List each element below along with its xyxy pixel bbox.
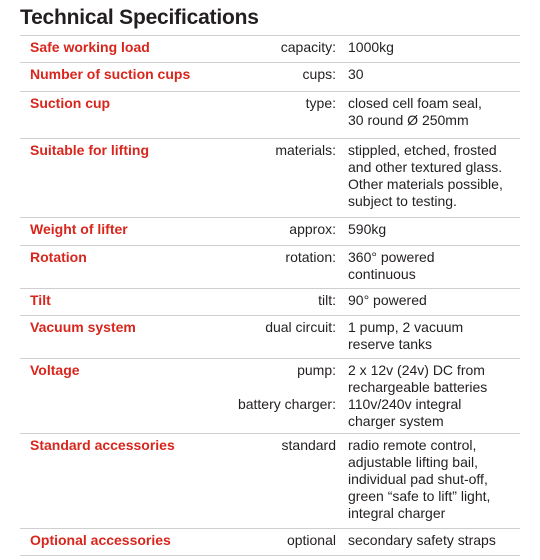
spec-value-line: closed cell foam seal, <box>348 95 482 111</box>
spec-entry <box>20 289 520 309</box>
spec-key: pump: <box>297 362 336 378</box>
spec-value <box>348 359 518 396</box>
spec-value-line: 2 x 12v (24v) DC from <box>348 362 485 378</box>
spec-label: Voltage <box>30 362 80 378</box>
spec-value-line: rechargeable batteries <box>348 379 488 395</box>
spec-value-line: reserve tanks <box>348 336 433 352</box>
spec-row-suitable-for-lifting <box>20 138 520 217</box>
spec-row-safe-working-load <box>20 35 520 62</box>
spec-key: rotation: <box>285 249 336 265</box>
spec-value-line: 1000kg <box>348 39 394 55</box>
spec-entry <box>20 393 520 430</box>
spec-label: Suction cup <box>30 95 111 111</box>
spec-value-line: Other materials possible, <box>348 176 503 192</box>
spec-value-line: 1 pump, 2 vacuum <box>348 319 464 335</box>
spec-key: approx: <box>289 221 336 237</box>
spec-value <box>348 246 518 283</box>
spec-value-line: stippled, etched, frosted <box>348 142 497 158</box>
spec-label: Standard accessories <box>30 437 175 453</box>
spec-entry <box>20 359 520 396</box>
spec-value <box>348 92 518 129</box>
spec-row-rotation <box>20 245 520 288</box>
spec-value <box>348 393 518 430</box>
spec-entry <box>20 246 520 283</box>
spec-value-line: 590kg <box>348 221 387 237</box>
spec-value-line: subject to testing. <box>348 193 457 209</box>
spec-row-optional-accessories <box>20 528 520 556</box>
spec-key: optional <box>286 532 336 548</box>
spec-label: Safe working load <box>30 39 150 55</box>
spec-value <box>348 218 518 238</box>
spec-key: battery charger: <box>237 396 336 412</box>
spec-value-line: 30 <box>348 66 364 82</box>
spec-value-line: continuous <box>348 266 416 282</box>
spec-label: Tilt <box>30 292 51 308</box>
spec-value-line: adjustable lifting bail, <box>348 454 478 470</box>
spec-key: materials: <box>275 142 336 158</box>
spec-value-line: and other textured glass. <box>348 159 503 175</box>
spec-row-voltage <box>20 358 520 433</box>
spec-row-standard-accessories <box>20 433 520 528</box>
spec-label: Number of suction cups <box>30 66 191 82</box>
spec-label: Suitable for lifting <box>30 142 149 158</box>
spec-value <box>348 316 518 353</box>
spec-key: standard <box>281 437 336 453</box>
spec-value-line: radio remote control, <box>348 437 477 453</box>
spec-key: cups: <box>302 66 336 82</box>
page-title: Technical Specifications <box>20 6 259 29</box>
spec-row-tilt <box>20 288 520 315</box>
spec-row-weight-of-lifter <box>20 217 520 245</box>
spec-label: Optional accessories <box>30 532 171 548</box>
spec-key: dual circuit: <box>265 319 336 335</box>
spec-key: type: <box>305 95 336 111</box>
spec-value <box>348 36 518 56</box>
spec-value <box>348 63 518 83</box>
spec-label: Vacuum system <box>30 319 136 335</box>
spec-value-line: 90° powered <box>348 292 427 308</box>
spec-value <box>348 289 518 309</box>
spec-value-line: 360° powered <box>348 249 435 265</box>
spec-key: capacity: <box>280 39 336 55</box>
spec-value <box>348 139 518 210</box>
spec-key: tilt: <box>318 292 336 308</box>
spec-value-line: 110v/240v integral <box>348 396 462 412</box>
spec-value-line: integral charger <box>348 505 446 521</box>
spec-value-line: secondary safety straps <box>348 532 496 548</box>
spec-value <box>348 529 518 549</box>
spec-value-line: green “safe to lift” light, <box>348 488 491 504</box>
spec-label: Rotation <box>30 249 87 265</box>
spec-value-line: charger system <box>348 413 444 429</box>
spec-row-number-of-suction-cups <box>20 62 520 91</box>
spec-value-line: 30 round Ø 250mm <box>348 112 469 128</box>
spec-row-vacuum-system <box>20 315 520 358</box>
spec-table <box>20 35 520 556</box>
spec-label: Weight of lifter <box>30 221 128 237</box>
spec-value <box>348 434 518 522</box>
spec-row-suction-cup <box>20 91 520 138</box>
spec-value-line: individual pad shut-off, <box>348 471 488 487</box>
